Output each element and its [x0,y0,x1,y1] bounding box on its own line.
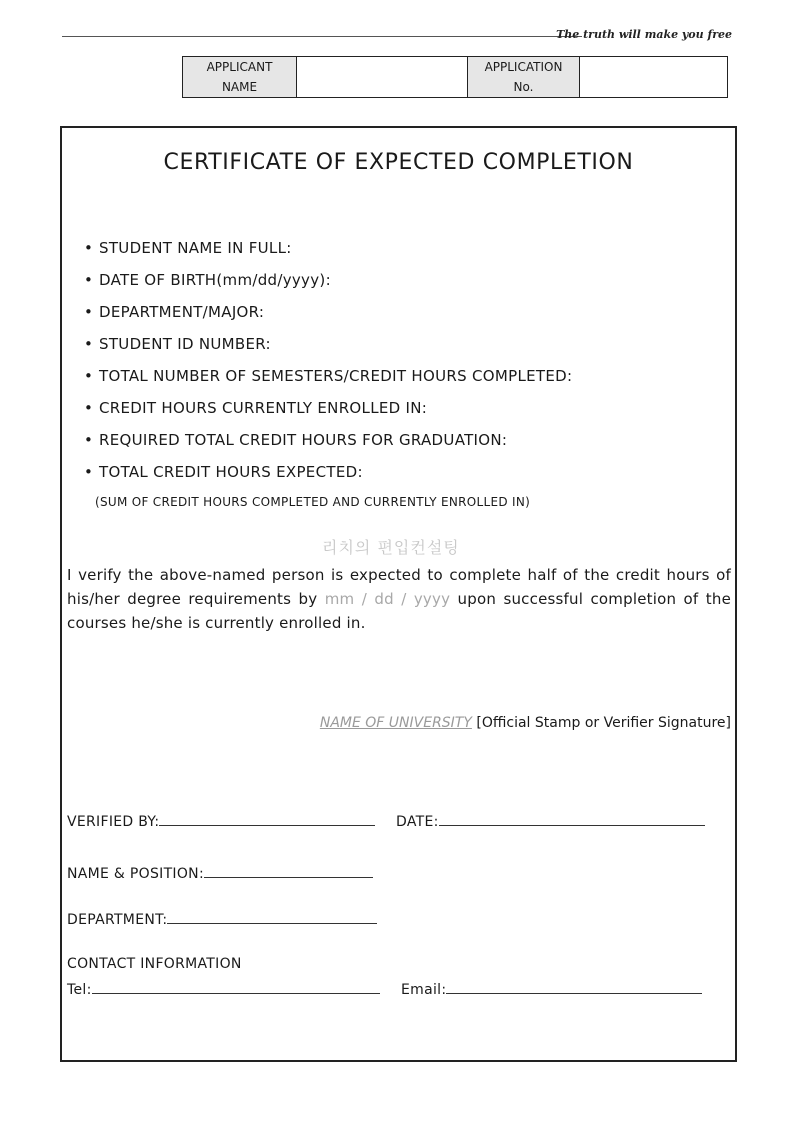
date-input[interactable] [439,811,705,826]
verified-by-field: VERIFIED BY: [67,811,375,830]
verification-statement: I verify the above-named person is expected to complete half of the credit hours of his/her degree requirements by mm / dd / yyyy upon successful completion of the courses he/she is currently enrolled in. [67,566,732,632]
date-field: DATE: [396,811,705,830]
department-field: DEPARTMENT: [67,909,377,928]
verified-by-input[interactable] [159,811,375,826]
applicant-name-field[interactable] [297,57,468,98]
applicant-name-label: APPLICANT NAME [183,57,297,98]
list-item: • DEPARTMENT/MAJOR: [84,303,265,321]
list-item: • DATE OF BIRTH(mm/dd/yyyy): [84,271,331,289]
header-rule [62,36,582,37]
application-number-label: APPLICATION No. [468,57,580,98]
certificate-title: CERTIFICATE OF EXPECTED COMPLETION [163,150,634,175]
list-item: • REQUIRED TOTAL CREDIT HOURS FOR GRADUATION: [84,431,508,449]
list-item: • CREDIT HOURS CURRENTLY ENROLLED IN: [84,399,428,417]
watermark: 리치의 편입컨설팅 [322,538,460,557]
contact-heading: CONTACT INFORMATION [67,956,242,972]
completion-date-placeholder[interactable]: mm / dd / yyyy [324,590,451,608]
name-position-field: NAME & POSITION: [67,863,373,882]
sum-note: (SUM OF CREDIT HOURS COMPLETED AND CURRENTLY ENROLLED IN) [95,495,531,509]
list-item: • STUDENT NAME IN FULL: [84,239,292,257]
university-stamp-line [320,715,731,731]
name-position-input[interactable] [204,863,373,878]
student-info-list [84,236,572,492]
application-number-field[interactable] [580,57,728,98]
stamp-label: [Official Stamp or Verifier Signature] [476,715,731,731]
list-item: • STUDENT ID NUMBER: [84,335,271,353]
tel-input[interactable] [92,979,380,994]
email-input[interactable] [446,979,702,994]
university-name-placeholder[interactable]: NAME OF UNIVERSITY [319,715,472,731]
tel-field: Tel: [67,979,380,998]
list-item: • TOTAL NUMBER OF SEMESTERS/CREDIT HOURS COMPLETED: [84,367,573,385]
department-input[interactable] [167,909,377,924]
email-field: Email: [401,979,702,998]
header-motto: The truth will make you free [556,28,732,41]
list-item: • TOTAL CREDIT HOURS EXPECTED: [84,463,363,481]
application-table [182,56,728,98]
